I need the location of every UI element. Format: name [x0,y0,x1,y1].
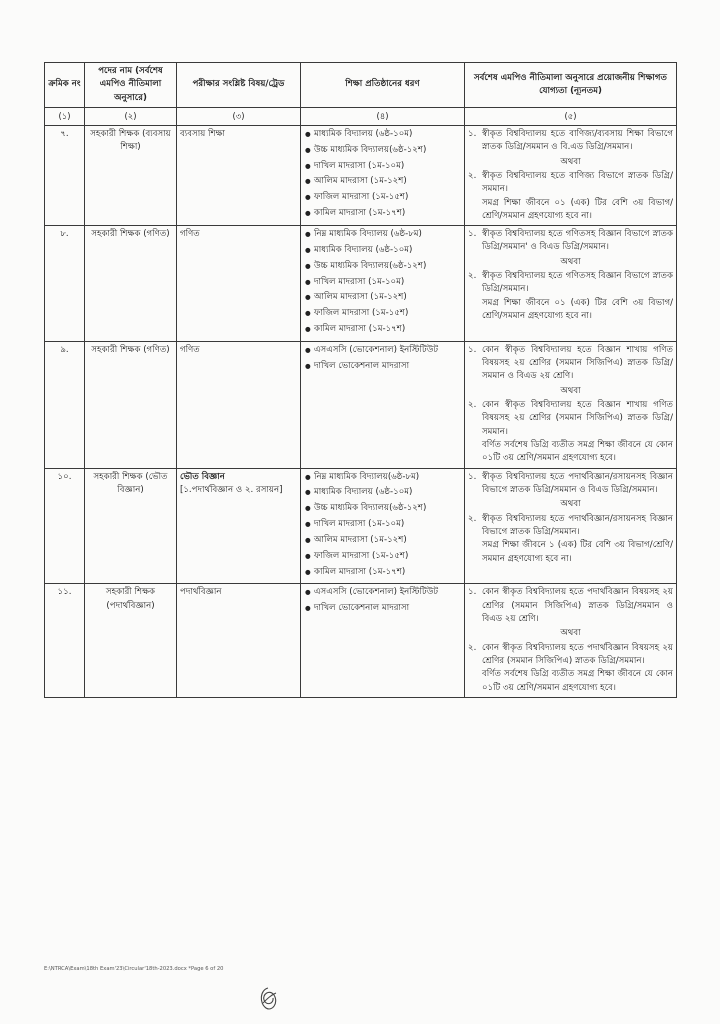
institution-list [304,228,461,336]
option-text: স্বীকৃত বিশ্ববিদ্যালয় হতে পদার্থবিজ্ঞান/রসায়নসহ বিজ্ঞান বিভাগে স্নাতক ডিগ্রি/সমমান। [482,513,673,537]
file-path-footer: E:\NTRCA\Exam\18th Exam'23\Circular'18th-2023.docx *Page 6 of 20 [44,966,224,972]
institution-cell [301,226,465,342]
qualification-table [44,62,677,698]
subject-cell [177,584,301,698]
option-number: ১. [468,471,477,482]
institution-cell [301,468,465,584]
post-name: সহকারী শিক্ষক (গণিত) [85,226,177,342]
header-qualification: সর্বশেষ এমপিও নীতিমালা অনুসারে প্রয়োজনীয় শিক্ষাগত যোগ্যতা (ন্যূনতম) [465,63,677,108]
subject-group-title: ভৌত বিজ্ঞান [180,471,225,482]
qualification-option-2 [468,513,673,540]
institution-item: ● এসএসসি (ভোকেশনাল) ইনস্টিটিউট [314,344,461,357]
qualification-option-1 [468,228,673,255]
institution-item: ● নিম্ন মাধ্যমিক বিদ্যালয়(৬ষ্ঠ-৮ম) [314,471,461,484]
option-text: স্বীকৃত বিশ্ববিদ্যালয় হতে গণিতসহ বিজ্ঞান বিভাগে স্নাতক ডিগ্রি/সমমান। [482,271,673,295]
post-name: সহকারী শিক্ষক (ব্যবসায় শিক্ষা) [85,125,177,225]
header-serial: ক্রমিক নং [45,63,85,108]
or-separator: অথবা [560,628,581,639]
option-number: ২. [468,170,477,181]
institution-item: ● কামিল মাদরাসা (১ম-১৭শ) [314,207,461,220]
serial-number: ১১. [45,584,85,698]
option-number: ২. [468,513,477,524]
option-text: স্বীকৃত বিশ্ববিদ্যালয় হতে পদার্থবিজ্ঞান/রসায়নসহ বিজ্ঞান বিভাগে স্নাতক ডিগ্রি/সমমান ও বিএড ডিগ্রি/সমমান। [482,471,673,495]
institution-item: ● কামিল মাদরাসা (১ম-১৭শ) [314,323,461,336]
qualification-option-2 [468,270,673,297]
option-number: ১. [468,128,477,139]
option-number: ২. [468,642,477,653]
institution-item: ● দাখিল মাদরাসা (১ম-১০ম) [314,276,461,289]
institution-list [304,128,461,220]
or-separator: অথবা [560,256,581,267]
option-number: ১. [468,229,477,240]
table-row [45,584,677,698]
option-text: স্বীকৃত বিশ্ববিদ্যালয় হতে বাণিজ্য বিভাগে স্নাতক ডিগ্রি/সমমান। [482,170,673,195]
signature-mark [254,985,282,1013]
table-row [45,125,677,225]
qualification-note: বর্ণিত সর্বশেষ ডিগ্রি ব্যতীত সমগ্র শিক্ষা জীবনে যে কোন ০১টি ৩য় শ্রেণি/সমমান গ্রহণযোগ্য হবে। [482,669,673,693]
qualification-option-2 [468,170,673,197]
qualification-cell [465,468,677,584]
institution-list [304,471,461,579]
qualification-option-2 [468,399,673,439]
option-text: কোন স্বীকৃত বিশ্ববিদ্যালয় হতে পদার্থবিজ্ঞান বিষয়সহ ২য় শ্রেণির (সমমান সিজিপিএ) স্নাতক ডিগ্রি/সমমান। [482,642,673,666]
institution-item: ● কামিল মাদরাসা (১ম-১৭শ) [314,566,461,579]
qualification-cell [465,226,677,342]
subject-name: [১.পদার্থবিজ্ঞান ও ২. রসায়ন] [180,484,283,495]
column-number: (৫) [465,107,677,125]
option-text: কোন স্বীকৃত বিশ্ববিদ্যালয় হতে বিজ্ঞান শাখায় গণিত বিষয়সহ ২য় শ্রেণির (সমমান সিজিপিএ) স্নাতক ডিগ্রি/সমমান ও বিএড ২য় শ্রেণি। [482,344,673,382]
post-name: সহকারী শিক্ষক (গণিত) [85,341,177,468]
institution-item: ● মাধ্যমিক বিদ্যালয় (৬ষ্ঠ-১০ম) [314,128,461,141]
subject-name: ব্যবসায় শিক্ষা [180,128,226,139]
qualification-option-1 [468,471,673,498]
option-number: ২. [468,271,477,282]
column-number: (৩) [177,107,301,125]
institution-list [304,586,461,615]
institution-item: ● দাখিল মাদরাসা (১ম-১০ম) [314,518,461,531]
institution-cell [301,584,465,698]
post-name: সহকারী শিক্ষক (ভৌত বিজ্ঞান) [85,468,177,584]
option-text: কোন স্বীকৃত বিশ্ববিদ্যালয় হতে পদার্থবিজ্ঞান বিষয়সহ ২য় শ্রেণির (সমমান সিজিপিএ) স্নাতক ডিগ্রি/সমমান ও বিএড ২য় শ্রেণি। [482,587,673,624]
subject-name: গণিত [180,344,200,355]
institution-item: ● উচ্চ মাধ্যমিক বিদ্যালয়(৬ষ্ঠ-১২শ) [314,144,461,157]
institution-item: ● উচ্চ মাধ্যমিক বিদ্যালয়(৬ষ্ঠ-১২শ) [314,502,461,515]
option-text: কোন স্বীকৃত বিশ্ববিদ্যালয় হতে বিজ্ঞান শাখায় গণিত বিষয়সহ ২য় শ্রেণির (সমমান সিজিপিএ) স্নাতক ডিগ্রি/সমমান। [482,400,673,437]
post-name: সহকারী শিক্ষক (পদার্থবিজ্ঞান) [85,584,177,698]
qualification-option-1 [468,344,673,384]
institution-list [304,344,461,373]
qualification-note: সমগ্র শিক্ষা জীবনে ১ (এক) টির বেশি ৩য় বিভাগ/শ্রেণি/সমমান গ্রহণযোগ্য হবে না। [482,540,673,564]
qualification-note: সমগ্র শিক্ষা জীবনে ০১ (এক) টির বেশি ৩য় বিভাগ/শ্রেণি/সমমান গ্রহণযোগ্য হবে না। [482,297,673,322]
subject-cell [177,125,301,225]
subject-name: পদার্থবিজ্ঞান [180,587,222,598]
institution-item: ● মাধ্যমিক বিদ্যালয় (৬ষ্ঠ-১০ম) [314,486,461,499]
qualification-cell [465,584,677,698]
header-institution-type: শিক্ষা প্রতিষ্ঠানের ধরণ [301,63,465,108]
qualification-note: বর্ণিত সর্বশেষ ডিগ্রি ব্যতীত সমগ্র শিক্ষা জীবনে যে কোন ০১টি ৩য় শ্রেণি/সমমান গ্রহণযোগ্য হবে। [482,440,673,464]
column-number: (২) [85,107,177,125]
table-row [45,468,677,584]
qualification-cell [465,341,677,468]
column-number: (১) [45,107,85,125]
serial-number: ৭. [45,125,85,225]
option-number: ১. [468,344,477,355]
header-subject: পরীক্ষার সংশ্লিষ্ট বিষয়/ট্রেড [177,63,301,108]
serial-number: ৯. [45,341,85,468]
institution-item: ● মাধ্যমিক বিদ্যালয় (৬ষ্ঠ-১০ম) [314,244,461,257]
column-number-row [45,107,677,125]
qualification-note: সমগ্র শিক্ষা জীবনে ০১ (এক) টির বেশি ৩য় বিভাগ/শ্রেণি/সমমান গ্রহণযোগ্য হবে না। [482,197,673,221]
subject-cell [177,468,301,584]
option-number: ২. [468,400,477,411]
institution-item: ● আলিম মাদরাসা (১ম-১২শ) [314,291,461,304]
institution-item: ● নিম্ন মাধ্যমিক বিদ্যালয় (৬ষ্ঠ-৮ম) [314,228,461,241]
serial-number: ৮. [45,226,85,342]
option-text: স্বীকৃত বিশ্ববিদ্যালয় হতে গণিতসহ বিজ্ঞান বিভাগে স্নাতক ডিগ্রি/সমমান' ও বিএড ডিগ্রি/সমমান। [482,229,673,253]
institution-item: ● উচ্চ মাধ্যমিক বিদ্যালয়(৬ষ্ঠ-১২শ) [314,260,461,273]
subject-cell [177,226,301,342]
header-post-name: পদের নাম (সর্বশেষ এমপিও নীতিমালা অনুসারে) [85,63,177,108]
institution-cell [301,341,465,468]
institution-item: ● আলিম মাদরাসা (১ম-১২শ) [314,175,461,188]
table-row [45,226,677,342]
qualification-option-2 [468,642,673,669]
or-separator: অথবা [560,499,581,510]
serial-number: ১০. [45,468,85,584]
institution-item: ● ফাজিল মাদরাসা (১ম-১৫শ) [314,191,461,204]
qualification-option-1 [468,586,673,626]
table-header-row [45,63,677,108]
institution-item: ● দাখিল মাদরাসা (১ম-১০ম) [314,160,461,173]
qualification-option-1 [468,128,673,155]
institution-item: ● দাখিল ভোকেশনাল মাদরাসা [314,602,461,615]
option-text: স্বীকৃত বিশ্ববিদ্যালয় হতে বাণিজ্য/ব্যবসায় শিক্ষা বিভাগে স্নাতক ডিগ্রি/সমমান ও বি.এড ডিগ্রি/সমমান। [482,128,673,153]
institution-item: ● ফাজিল মাদরাসা (১ম-১৫শ) [314,307,461,320]
or-separator: অথবা [560,385,581,396]
institution-cell [301,125,465,225]
table-row [45,341,677,468]
column-number: (৪) [301,107,465,125]
institution-item: ● ফাজিল মাদরাসা (১ম-১৫শ) [314,550,461,563]
subject-cell [177,341,301,468]
institution-item: ● আলিম মাদরাসা (১ম-১২শ) [314,534,461,547]
qualification-cell [465,125,677,225]
subject-name: গণিত [180,229,200,240]
option-number: ১. [468,587,477,598]
or-separator: অথবা [560,156,581,167]
institution-item: ● দাখিল ভোকেশনাল মাদরাসা [314,360,461,373]
institution-item: ● এসএসসি (ভোকেশনাল) ইনস্টিটিউট [314,586,461,599]
